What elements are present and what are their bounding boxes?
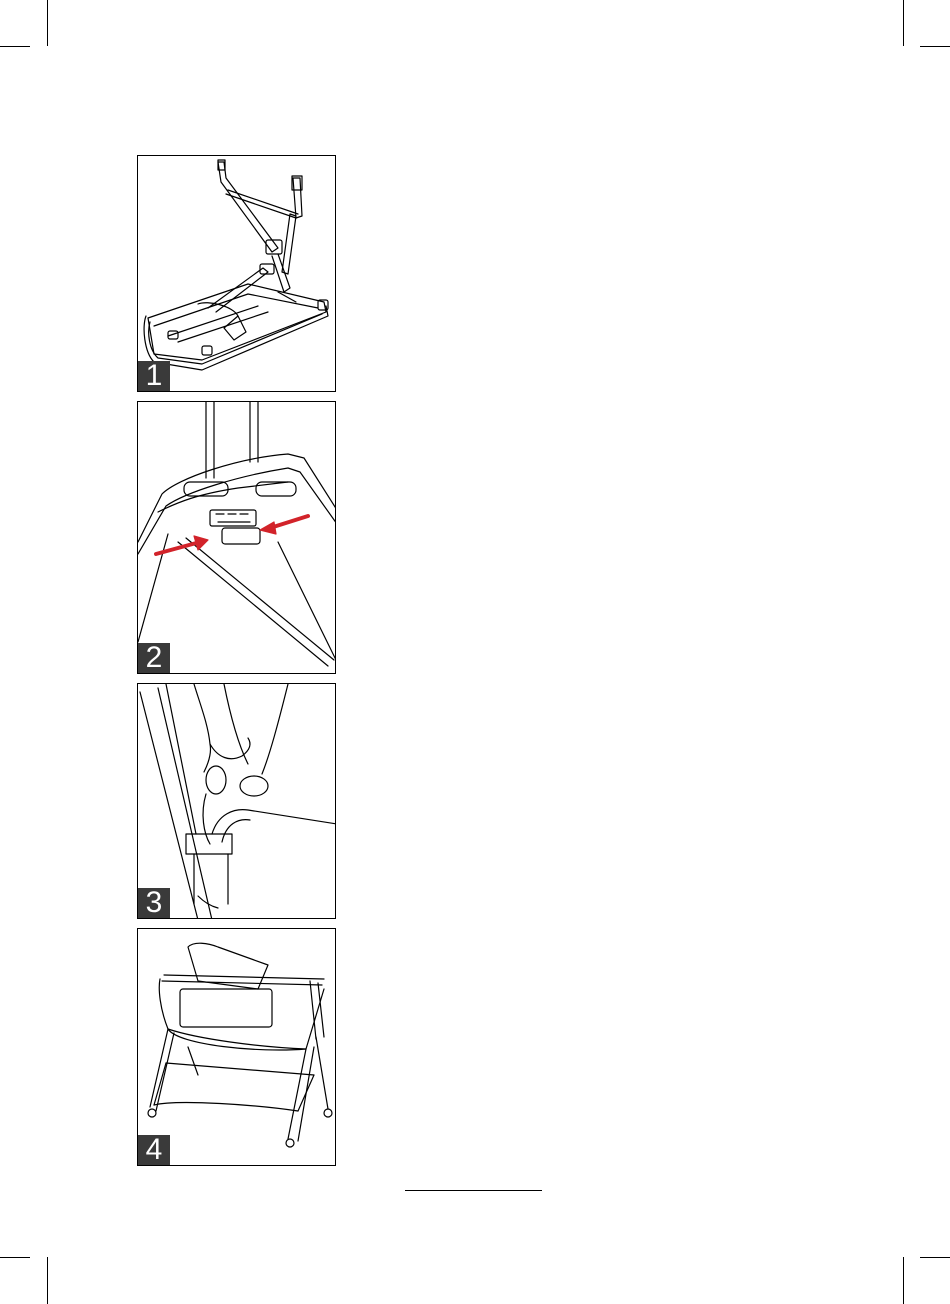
crop-mark-tr-h (920, 46, 950, 47)
assembled-bedside-crib-icon (138, 929, 336, 1166)
insert-frame-hand-icon (138, 684, 336, 919)
crop-mark-bl-v (47, 1257, 48, 1304)
press-release-buttons-icon (138, 402, 336, 674)
folded-frame-icon (138, 156, 336, 392)
step-4-panel (137, 928, 336, 1166)
crop-mark-br-h (920, 1257, 950, 1258)
crop-mark-tl-v (47, 0, 48, 46)
footer-rule (405, 1190, 542, 1191)
crop-mark-tl-h (0, 46, 30, 47)
step-3-panel (137, 683, 336, 919)
step-2-panel (137, 401, 336, 674)
crop-mark-bl-h (0, 1257, 30, 1258)
step-1-panel (137, 155, 336, 392)
step-number: 3 (138, 888, 170, 918)
crop-mark-tr-v (903, 0, 904, 46)
step-number: 4 (138, 1135, 170, 1165)
step-number: 1 (138, 361, 170, 391)
step-number: 2 (138, 643, 170, 673)
crop-mark-br-v (903, 1257, 904, 1304)
